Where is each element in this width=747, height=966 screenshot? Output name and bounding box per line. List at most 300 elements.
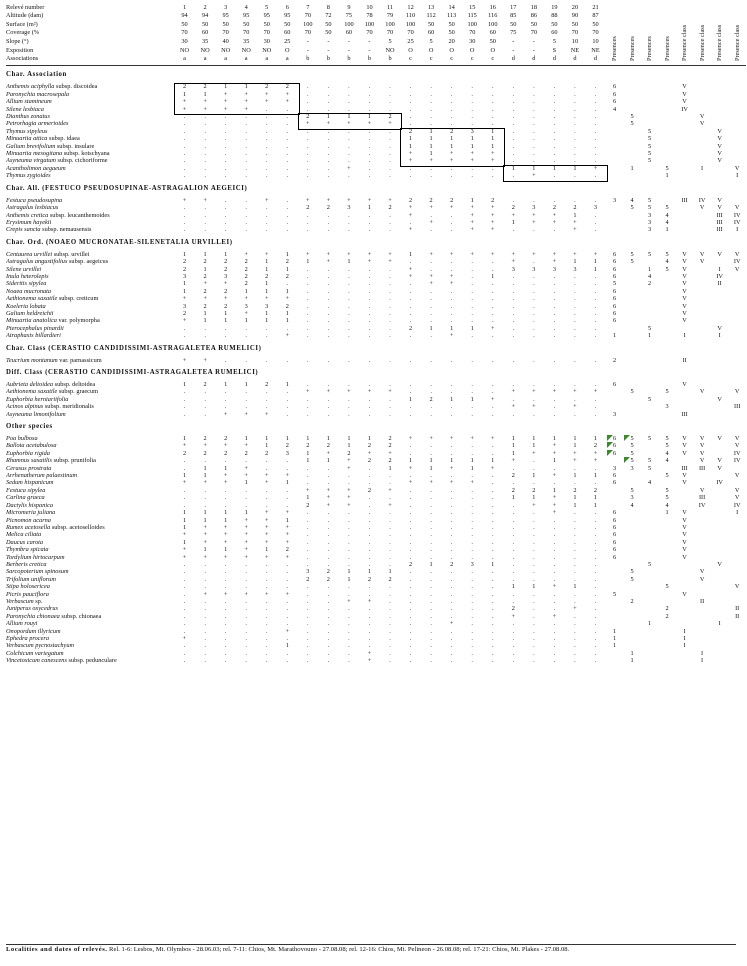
cover-cell: . [368, 560, 371, 568]
cover-cell: + [244, 105, 248, 113]
presence-cell [641, 357, 659, 364]
header-label: Coverage (% [6, 29, 40, 37]
cover-cell: . [430, 509, 432, 517]
presence-cell [623, 605, 641, 612]
cover-cell: . [224, 597, 227, 605]
presence-cell: V [699, 120, 705, 128]
presence-cell [606, 165, 624, 172]
header-cell: 1 [182, 3, 187, 11]
presence-cell: V [734, 164, 740, 172]
cover-cell: . [533, 135, 535, 143]
species-subtaxon: subsp. pedunculare [68, 657, 117, 665]
species-name: Festuca sipylea [6, 486, 46, 494]
presence-cell [606, 576, 624, 583]
cover-cell: 2 [593, 442, 598, 450]
header-cell: 72 [325, 12, 332, 20]
localities-footer [6, 944, 736, 954]
presence-cell: 6 [612, 90, 617, 98]
presence-cell [641, 628, 659, 635]
cover-cell: . [594, 211, 597, 219]
cover-cell: + [532, 211, 536, 219]
cover-cell: . [368, 287, 371, 295]
cover-cell: 1 [224, 83, 228, 91]
species-label [6, 591, 174, 598]
cover-cell: . [389, 553, 391, 561]
cover-cell: 1 [285, 381, 289, 388]
species-name: Picnomon acarna [6, 516, 51, 524]
cover-cell: . [389, 546, 391, 554]
presence-cell: 5 [665, 486, 669, 494]
cover-cell: . [471, 272, 473, 280]
species-label [6, 502, 174, 509]
cover-cell: 1 [573, 164, 577, 172]
cover-cell: . [286, 494, 289, 502]
presence-cell [728, 317, 746, 324]
presence-cell [711, 472, 729, 479]
presence-cell: 1 [612, 635, 617, 642]
species-name: Astragalus lesbiacus [6, 204, 59, 212]
cover-cell: . [594, 590, 597, 598]
presence-cell [606, 620, 624, 627]
cover-cell: . [409, 635, 412, 642]
cover-cell: + [223, 590, 228, 598]
cover-cell: . [594, 295, 597, 303]
presence-cell: V [682, 472, 687, 480]
cover-cell: . [183, 157, 186, 165]
cover-cell: + [573, 250, 577, 258]
cover-cell: . [512, 620, 515, 628]
presence-cell: V [717, 204, 722, 212]
cover-cell: . [183, 204, 186, 212]
cover-cell: . [533, 317, 535, 325]
cover-cell: . [265, 575, 268, 583]
cover-cell: . [430, 590, 432, 598]
species-name: Ballota acetabulosa [6, 442, 57, 450]
cover-cell: 2 [347, 449, 351, 457]
cover-cell: . [491, 172, 494, 180]
cover-cell: 2 [367, 442, 372, 450]
presence-cell: V [682, 90, 687, 98]
cover-cell: + [408, 226, 413, 234]
cover-cell: 2 [224, 435, 228, 443]
cover-cell: . [245, 649, 247, 657]
cover-cell: . [533, 98, 535, 106]
presence-cell [693, 332, 711, 339]
cover-cell: . [430, 332, 432, 340]
cover-cell: . [594, 403, 597, 411]
cover-cell: 3 [347, 204, 351, 212]
cover-cell: . [471, 105, 473, 113]
presence-cell: I [718, 620, 721, 628]
cover-cell: 2 [285, 272, 289, 280]
cover-cell: . [224, 403, 227, 411]
cover-cell: . [574, 317, 576, 325]
cover-cell: . [389, 272, 391, 280]
cover-cell: 1 [573, 494, 577, 502]
presence-cell: IV [733, 457, 741, 465]
cover-cell: . [594, 272, 597, 280]
cover-cell: + [182, 295, 187, 303]
cover-cell: . [450, 583, 453, 591]
cover-cell: 1 [450, 142, 454, 150]
cover-cell: + [347, 388, 351, 396]
cover-cell: 1 [244, 435, 248, 443]
cover-cell: + [285, 90, 290, 98]
cover-cell: . [574, 302, 576, 310]
presence-cell [641, 317, 659, 324]
cover-cell: 2 [224, 258, 228, 266]
presence-cell [606, 150, 624, 157]
cover-cell: . [574, 410, 576, 418]
cover-cell: + [449, 332, 454, 340]
cover-cell: . [204, 135, 206, 143]
species-subtaxon: subsp. cichoriforme [57, 157, 108, 165]
presence-cell [693, 613, 711, 620]
species-label [6, 303, 174, 310]
cover-cell: 1 [593, 494, 598, 502]
cover-cell: . [389, 83, 391, 91]
cover-cell: . [307, 649, 309, 657]
cover-cell: . [450, 90, 453, 98]
presence-cell [693, 303, 711, 310]
header-cell: - [532, 46, 535, 54]
header-label: Altitude (dam) [6, 12, 44, 20]
header-cell: 60 [345, 29, 353, 37]
cover-cell: . [183, 494, 186, 502]
species-subtaxon: subsp. insulare [56, 142, 95, 150]
cover-cell: . [389, 509, 391, 517]
cover-cell: 3 [470, 560, 474, 568]
species-name: Allium stamineum [6, 98, 52, 106]
presence-cell: IV [716, 479, 723, 487]
cover-cell: . [348, 317, 350, 325]
cover-cell: + [203, 196, 207, 204]
presence-cell [606, 172, 624, 179]
cover-cell: . [409, 449, 412, 457]
cover-cell: . [183, 403, 186, 411]
cover-cell: 1 [491, 135, 495, 143]
cover-cell: . [553, 105, 556, 113]
cover-cell: 1 [388, 568, 392, 576]
cover-cell: 1 [285, 287, 289, 295]
cover-cell: . [265, 324, 268, 332]
cover-cell: 1 [244, 479, 248, 487]
header-cell: 7 [306, 3, 310, 11]
cover-cell: . [368, 295, 371, 303]
cover-cell: . [430, 620, 432, 628]
cover-cell: 1 [470, 196, 474, 204]
presence-cell [676, 128, 694, 135]
species-label [6, 273, 174, 280]
cover-cell: . [450, 317, 453, 325]
cover-cell: 1 [285, 317, 289, 325]
cover-cell: 3 [224, 272, 228, 280]
cover-cell: . [471, 597, 473, 605]
header-cell: 5 [265, 3, 269, 11]
header-cell: 60 [489, 29, 496, 37]
cover-cell: . [286, 464, 289, 472]
cover-cell: . [307, 142, 309, 150]
cover-cell: . [204, 410, 206, 418]
cover-cell: . [368, 135, 371, 143]
presence-cell: V [682, 538, 687, 546]
cover-cell: . [553, 531, 556, 539]
cover-cell: 2 [203, 449, 207, 457]
header-cell: 90 [571, 12, 579, 20]
presence-cell [623, 303, 641, 310]
header-cell: 95 [284, 12, 291, 20]
cover-cell: . [533, 597, 535, 605]
cover-cell: . [574, 113, 576, 121]
presence-cell [641, 539, 659, 546]
species-label [6, 479, 174, 486]
header-cell: b [388, 55, 392, 63]
species-label [6, 219, 174, 226]
presence-cell [728, 465, 746, 472]
cover-cell: + [306, 196, 310, 204]
cover-cell: . [307, 150, 309, 158]
section-heading [6, 66, 746, 81]
cover-cell: 1 [593, 435, 598, 443]
header-cell: c [470, 55, 474, 63]
presence-cell [676, 212, 694, 219]
cover-cell: . [348, 627, 350, 635]
species-label [6, 403, 174, 410]
presence-cell: 3 [647, 211, 652, 219]
presence-cell [711, 576, 729, 583]
presence-cell [623, 143, 641, 150]
cover-cell: + [182, 546, 187, 554]
summary-column-label: Presences [628, 36, 636, 61]
species-subtaxon: subsp. creticum [58, 295, 99, 303]
cover-cell: . [183, 568, 186, 576]
presence-cell [693, 642, 711, 649]
cover-cell: . [533, 464, 535, 472]
presence-cell: V [734, 435, 740, 443]
cover-cell: . [574, 90, 576, 98]
presence-cell [728, 325, 746, 332]
cover-cell: . [512, 295, 515, 303]
presence-cell [728, 295, 746, 302]
presence-cell: 6 [612, 538, 617, 546]
cover-cell: . [491, 494, 494, 502]
cover-cell: . [307, 98, 309, 106]
cover-cell: . [471, 309, 473, 317]
cover-cell: + [203, 280, 207, 288]
species-name: Juniperus oxycedrus [6, 605, 58, 613]
cover-cell: + [470, 218, 474, 226]
cover-cell: + [182, 356, 187, 364]
species-label [6, 165, 174, 172]
presence-cell [711, 113, 729, 120]
species-subtaxon: subsp. idaea [49, 135, 80, 143]
cover-cell: . [368, 105, 371, 113]
cover-cell: . [553, 479, 556, 487]
species-subtaxon: subsp. graecum [58, 388, 98, 396]
species-subtaxon: subsp. discoidea [56, 83, 98, 91]
presence-cell [641, 165, 659, 172]
header-label: Relevé number [6, 3, 45, 11]
cover-cell: . [491, 620, 494, 628]
cover-cell: 1 [347, 575, 351, 583]
presence-cell [676, 143, 694, 150]
presence-cell [728, 98, 746, 105]
cover-cell: 1 [532, 494, 536, 502]
cover-cell: . [533, 523, 535, 531]
cover-cell: . [450, 649, 453, 657]
cover-cell: . [533, 560, 535, 568]
presence-cell [641, 106, 659, 113]
cover-cell: + [203, 356, 207, 364]
cover-cell: + [244, 538, 248, 546]
presence-cell: V [682, 479, 687, 487]
cover-cell: . [512, 523, 515, 531]
cover-cell: 1 [244, 287, 248, 295]
species-name: Berberis cretica [6, 560, 47, 568]
cover-cell: . [348, 157, 350, 165]
cover-cell: . [574, 635, 576, 642]
cover-cell: . [224, 324, 227, 332]
cover-cell: . [327, 612, 330, 620]
species-row [6, 172, 746, 179]
cover-cell: . [348, 280, 350, 288]
presence-cell: V [717, 142, 722, 150]
presence-cell [606, 598, 624, 605]
summary-column-label: Presence class [698, 24, 706, 61]
cover-cell: . [574, 523, 576, 531]
header-cell: 94 [201, 12, 209, 20]
cover-cell: 1 [532, 583, 536, 591]
cover-cell: . [389, 302, 391, 310]
cover-cell: . [307, 509, 309, 517]
cover-cell: . [430, 501, 432, 509]
cover-cell: 1 [511, 435, 515, 443]
cover-cell: . [245, 583, 247, 591]
cover-cell: . [409, 553, 412, 561]
presence-cell [693, 288, 711, 295]
cover-cell: . [471, 568, 473, 576]
header-cell: a [224, 55, 228, 63]
cover-cell: . [512, 531, 515, 539]
cover-cell: + [552, 472, 557, 480]
cover-cell: . [574, 157, 576, 165]
cover-cell: . [409, 442, 412, 450]
cover-cell: + [264, 196, 269, 204]
cover-cell: . [430, 265, 432, 273]
cover-cell: . [389, 226, 391, 234]
cover-cell: . [204, 172, 206, 180]
species-row [6, 135, 746, 142]
cover-cell: . [512, 479, 515, 487]
cover-cell: . [491, 553, 494, 561]
species-name: Silene urvillei [6, 265, 42, 273]
presence-cell [606, 143, 624, 150]
cover-cell: . [204, 457, 206, 465]
cover-cell: . [574, 356, 576, 364]
presence-cell: 5 [665, 442, 669, 450]
presence-cell [658, 310, 676, 317]
presence-cell: 5 [665, 164, 669, 172]
header-cell: NO [200, 46, 210, 54]
header-cell: 70 [304, 29, 311, 37]
cover-cell: + [408, 204, 413, 212]
header-cell: NO [180, 46, 190, 54]
cover-cell: . [389, 395, 391, 403]
cover-cell: . [533, 635, 535, 642]
cover-cell: 2 [265, 449, 269, 457]
cover-cell: . [204, 501, 206, 509]
cover-cell: . [245, 226, 247, 234]
cover-cell: + [532, 172, 536, 180]
cover-cell: . [450, 356, 453, 364]
cover-cell: . [389, 479, 391, 487]
cover-cell: . [450, 410, 453, 418]
cover-cell: 2 [573, 486, 577, 494]
species-label [6, 457, 174, 464]
cover-cell: . [348, 172, 350, 180]
cover-cell: + [223, 280, 228, 288]
presence-cell [658, 143, 676, 150]
presence-cell [728, 157, 746, 164]
cover-cell: . [553, 642, 556, 650]
species-row [6, 396, 746, 403]
presence-cell [693, 157, 711, 164]
cover-cell: . [204, 486, 206, 494]
cover-cell: . [327, 332, 330, 340]
cover-cell: + [203, 98, 207, 106]
cover-cell: . [450, 120, 453, 128]
cover-cell: . [327, 172, 330, 180]
cover-cell: . [307, 90, 309, 98]
cover-cell: . [533, 83, 535, 91]
species-row [6, 128, 746, 135]
cover-cell: . [348, 509, 350, 517]
species-name: Picris pauciflora [6, 590, 49, 598]
cover-cell: . [286, 204, 289, 212]
cover-cell: . [491, 501, 494, 509]
species-name: Acinos alpinus [6, 403, 44, 411]
cover-cell: . [594, 196, 597, 204]
presence-cell [693, 226, 711, 233]
cover-cell: . [574, 597, 576, 605]
cover-cell: + [326, 486, 331, 494]
cover-cell: . [450, 612, 453, 620]
cover-cell: . [307, 226, 309, 234]
header-cell: c [491, 55, 495, 63]
species-name: Minuartia attica [6, 135, 48, 143]
cover-cell: 2 [388, 575, 392, 583]
cover-cell: . [286, 150, 289, 158]
cover-cell: 1 [244, 83, 248, 91]
cover-cell: + [244, 464, 248, 472]
presence-cell: 5 [647, 127, 652, 135]
cover-cell: . [512, 464, 515, 472]
header-cell: 50 [551, 20, 558, 28]
cover-cell: 1 [182, 435, 187, 443]
cover-cell: + [593, 457, 598, 465]
cover-cell: 1 [285, 435, 289, 443]
cover-cell: . [471, 486, 473, 494]
cover-cell: + [264, 538, 269, 546]
cover-cell: + [264, 523, 269, 531]
cover-cell: . [574, 649, 576, 657]
cover-cell: . [389, 164, 391, 172]
cover-cell: . [286, 568, 289, 576]
species-name: Thymbra spicata [6, 546, 49, 554]
cover-cell: . [348, 90, 350, 98]
cover-cell: . [204, 324, 206, 332]
cover-cell: . [574, 98, 576, 106]
